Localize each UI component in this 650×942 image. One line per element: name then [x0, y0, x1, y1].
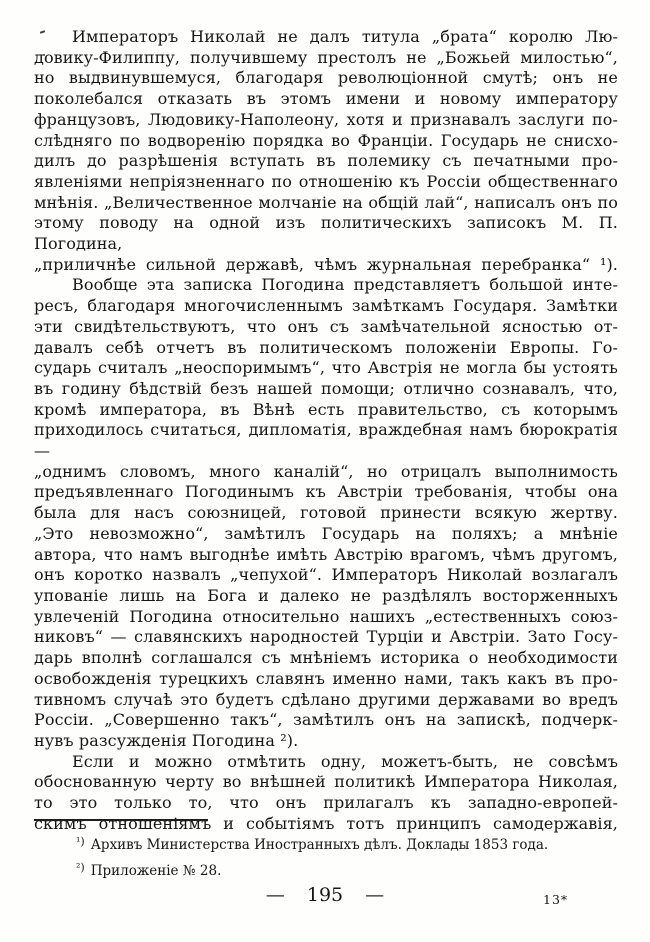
text-line: приходилось считаться, дипломатія, враждебная намъ бюрократія— [34, 420, 618, 461]
text-line: обоснованную черту во внѣшней политикѣ Императора Николая, [34, 772, 618, 792]
text-line: французовъ, Людовику-Наполеону, хотя и признавалъ заслуги по- [34, 109, 618, 129]
text-line: Вообще эта записка Погодина представляетъ большой инте- [72, 275, 618, 295]
page-number-right-dash: — [365, 884, 385, 906]
text-line: „Это невозможно“, замѣтилъ Государь на поляхъ; а мнѣніе [34, 523, 618, 543]
footnote-section [34, 805, 618, 882]
page-number-value: 195 [306, 884, 344, 906]
paragraph [34, 275, 618, 751]
footnote-text: Приложеніе № 28. [90, 862, 222, 879]
text-line: довику-Филиппу, получившему престолъ не „Божьей милостью“, [34, 47, 618, 67]
text-line: этому поводу на одной изъ политическихъ записокъ М. П. Погодина, [34, 213, 618, 254]
text-line: дилъ до разрѣшенія вступать въ полемику съ печатными про- [34, 151, 618, 171]
text-line: эти свидѣтельствуютъ, что онъ съ замѣчательной ясностью от- [34, 316, 618, 336]
text-line: никовъ“ — славянскихъ народностей Турціи и Австріи. Зато Госу- [34, 627, 618, 647]
footnote [34, 831, 618, 857]
text-line: упованіе лишь на Бога и далеко не раздѣлялъ восторженныхъ [34, 585, 618, 605]
text-line: кромѣ императора, въ Вѣнѣ есть правительство, съ которымъ [34, 399, 618, 419]
text-line: увлеченій Погодина относительно нашихъ „естественныхъ союз- [34, 606, 618, 626]
page-number-left-dash: — [265, 884, 285, 906]
text-line: Императоръ Николай не далъ титула „брата“ королю Лю- [72, 27, 618, 46]
text-line: мнѣнія. „Величественное молчаніе на общій лай“, написалъ онъ по [34, 192, 618, 212]
text-line: въ годину бѣдствій безъ нашей помощи; отлично сознавалъ, что, [34, 378, 618, 398]
text-line: Если и можно отмѣтить одну, можетъ-быть, не совсѣмъ [72, 751, 618, 771]
text-line: ресъ, благодаря многочисленнымъ замѣткамъ Государя. Замѣтки [34, 296, 618, 316]
text-line: явленіями непріязненнаго по отношенію къ Россіи общественнаго [34, 171, 618, 191]
text-line: скимъ отношеніямъ и событіямъ тотъ принципъ самодержавія, [34, 813, 618, 833]
text-line: Россіи. „Совершенно такъ“, замѣтилъ онъ на запискѣ, подчерк- [34, 710, 618, 730]
text-line: онъ коротко назвалъ „чепухой“. Императоръ Николай возлагалъ [34, 565, 618, 585]
text-line: давалъ себѣ отчетъ въ политическомъ положеніи Европы. Го- [34, 337, 618, 357]
text-line: предъявленнаго Погодинымъ къ Австріи требованія, чтобы она [34, 482, 618, 502]
text-line: была для насъ союзницей, готовой принести всякую жертву. [34, 503, 618, 523]
footnote-separator [34, 819, 208, 821]
body-text-block [34, 27, 618, 834]
text-line: поколебался отказать въ этомъ имени и новому императору [34, 89, 618, 109]
text-line: освобожденія турецкихъ славянъ именно нами, такъ какъ въ про- [34, 668, 618, 688]
text-line: слѣдняго по водворенію порядка во Франціи. Государь не снисхо- [34, 130, 618, 150]
footnote [34, 857, 618, 883]
text-line: автора, что намъ выгоднѣе имѣть Австрію врагомъ, чѣмъ другомъ, [34, 544, 618, 564]
footnote-marker: ²) [76, 860, 85, 874]
text-line: сударь считалъ „неоспоримымъ“, что Австрія не могла бы устоять [34, 358, 618, 378]
text-line: „приличнѣе сильной державѣ, чѣмъ журнальная перебранка“ ¹). [34, 254, 618, 274]
text-line: „однимъ словомъ, много каналій“, но отрицалъ выполнимость [34, 461, 618, 481]
text-line: дарь вполнѣ соглашался съ мнѣніемъ историка о необходимости [34, 648, 618, 668]
footnote-text: Архивъ Министерства Иностранныхъ дѣлъ. Доклады 1853 года. [90, 837, 549, 853]
paragraph [34, 27, 618, 275]
text-line: то это только то, что онъ прилагалъ къ западно-европей- [34, 793, 618, 813]
footnote-marker: ¹) [76, 835, 85, 848]
text-line: тивномъ случаѣ это будетъ сдѣлано другими державами во вредъ [34, 689, 618, 709]
signature-mark: 13* [543, 892, 569, 907]
text-line: но выдвинувшемуся, благодаря революціонной смутѣ; онъ не [34, 68, 618, 88]
text-line: нувъ разсужденія Погодина ²). [34, 730, 299, 750]
